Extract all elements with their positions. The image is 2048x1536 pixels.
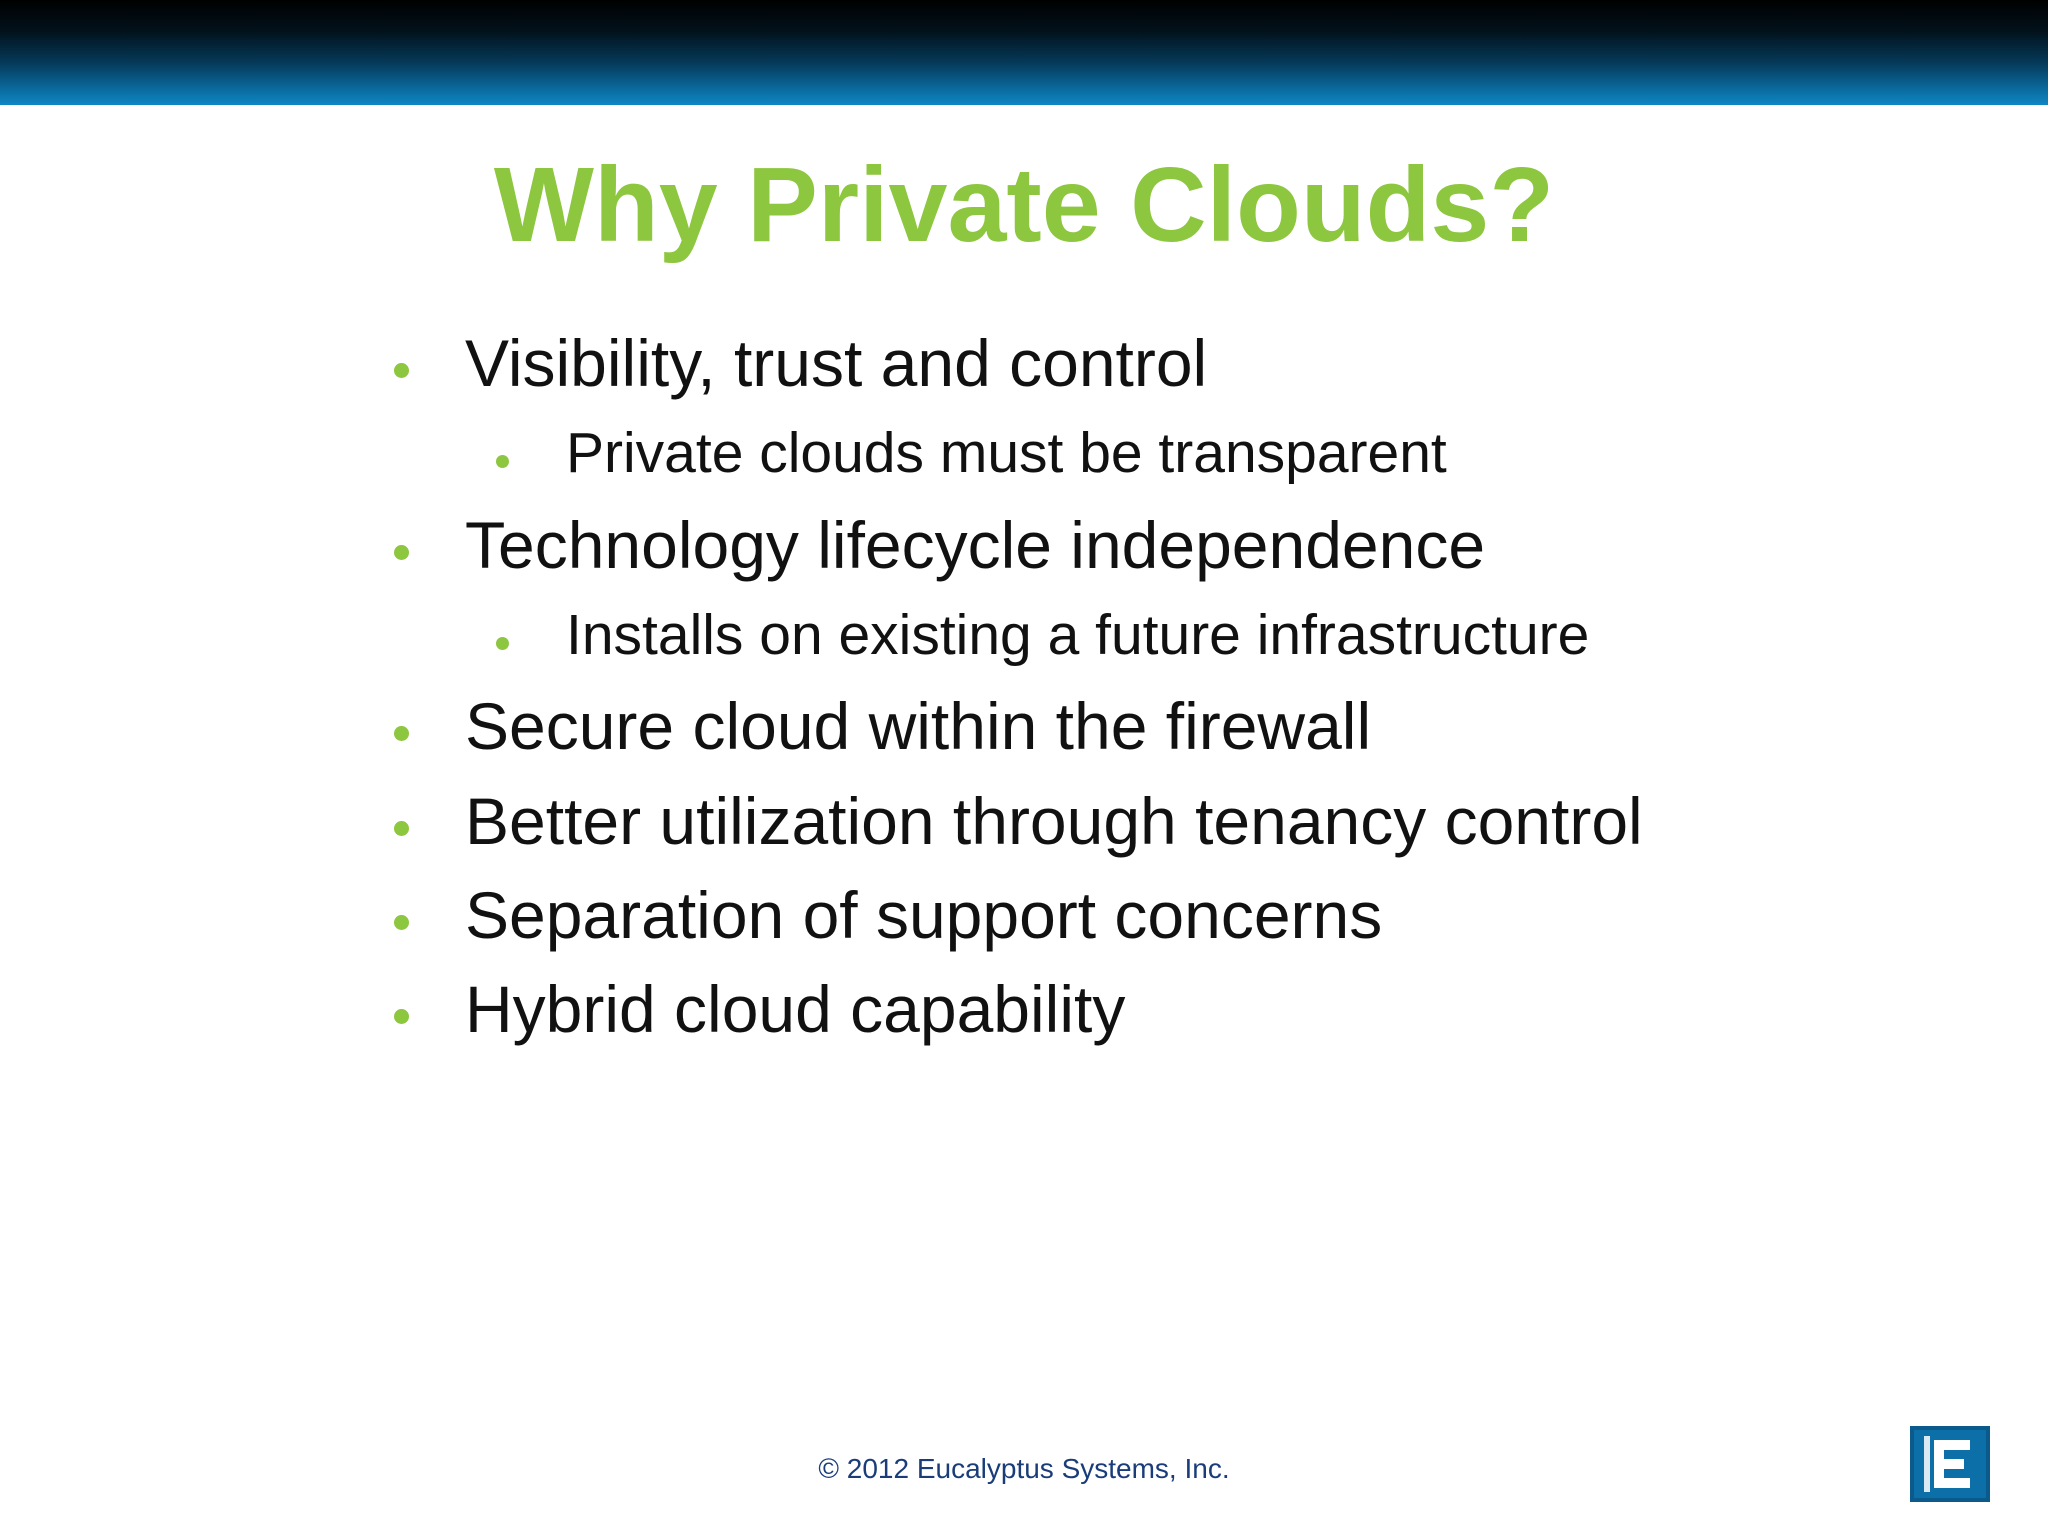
bullet-dot-icon [394, 821, 409, 836]
bullet-item [465, 875, 1382, 955]
bullet-item [465, 686, 1371, 766]
bullet-dot-icon [394, 363, 409, 378]
bullet-dot-icon [394, 726, 409, 741]
bullet-item [465, 505, 1485, 585]
bullet-dot-icon [496, 455, 509, 468]
bullet-dot-icon [394, 915, 409, 930]
sub-bullet-item [566, 418, 1447, 488]
bullet-text: Private clouds must be transparent [566, 421, 1447, 485]
bullet-item [465, 323, 1207, 403]
bullet-text: Visibility, trust and control [465, 326, 1208, 400]
bullet-item [465, 969, 1125, 1049]
top-header-band [0, 0, 2048, 105]
bullet-dot-icon [394, 545, 409, 560]
bullet-text: Technology lifecycle independence [465, 508, 1486, 582]
bullet-text: Secure cloud within the firewall [465, 689, 1372, 763]
bullet-text: Better utilization through tenancy control [465, 784, 1643, 858]
bullet-dot-icon [496, 637, 509, 650]
bullet-text: Separation of support concerns [465, 878, 1383, 952]
sub-bullet-item [566, 600, 1589, 670]
eucalyptus-e-logo-icon [1910, 1426, 1990, 1502]
bullet-dot-icon [394, 1009, 409, 1024]
bullet-item [465, 781, 1643, 861]
copyright-footer: © 2012 Eucalyptus Systems, Inc. [818, 1453, 1230, 1484]
bullet-text: Installs on existing a future infrastructure [566, 603, 1590, 667]
bullet-text: Hybrid cloud capability [465, 972, 1126, 1046]
slide-title: Why Private Clouds? [493, 146, 1555, 264]
